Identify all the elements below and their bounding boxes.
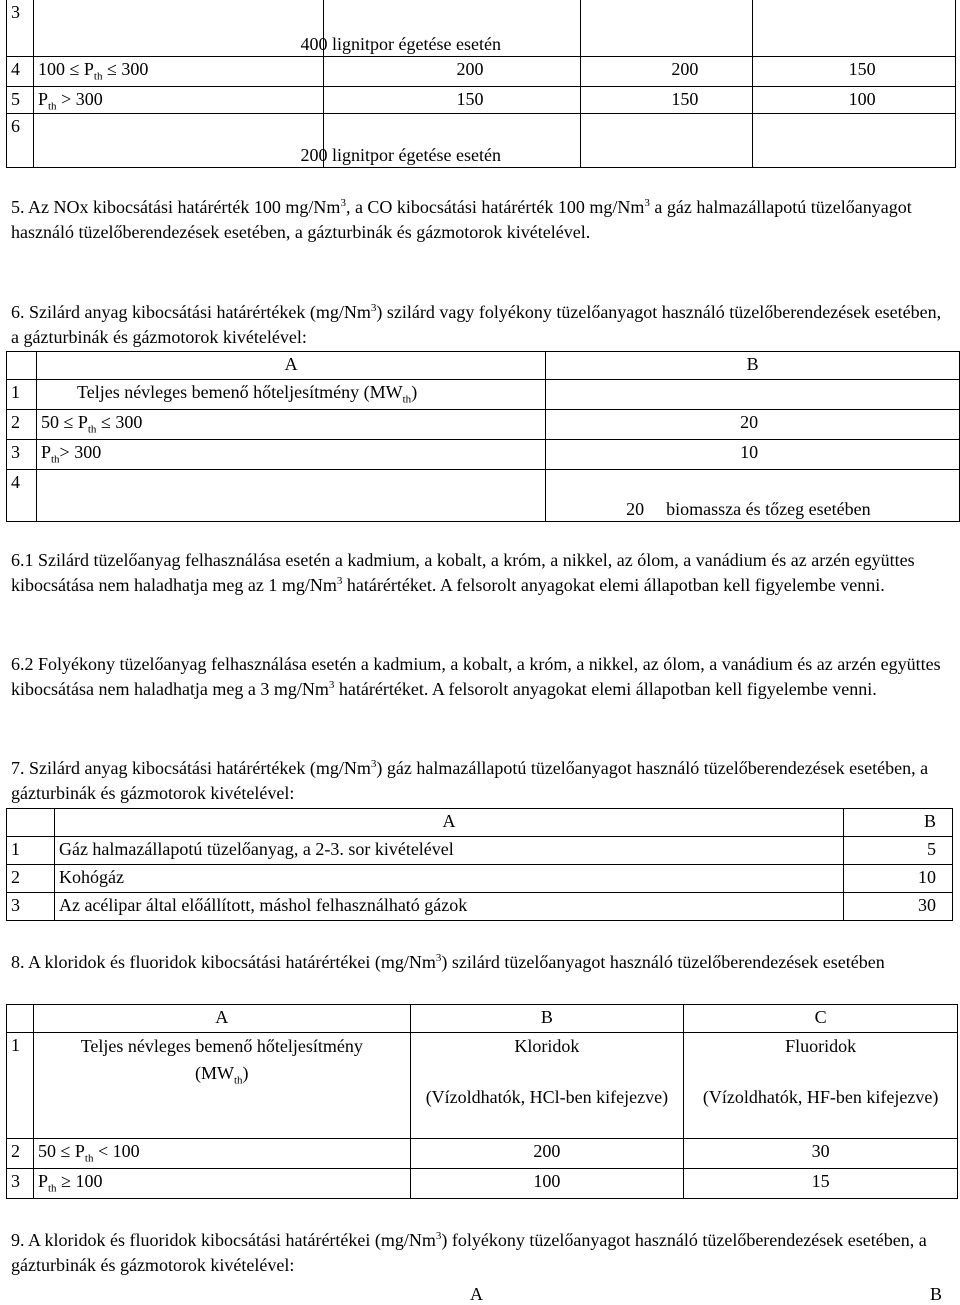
table-row	[7, 837, 953, 865]
table-row	[7, 440, 960, 470]
table-cell: Gáz halmazállapotú tüzelőanyag, a 2-3. sor kivételével	[54, 837, 843, 865]
table-cell: 400 lignitpor égetése esetén	[300, 34, 501, 54]
table-2	[6, 351, 960, 522]
table-cell: 5	[844, 837, 953, 865]
paragraph-9: 9. A kloridok és fluoridok kibocsátási határértékei (mg/Nm$^3$) folyékony tüzelőanyagot használó tüzelőberendezések esetében, a gázturbinák és gázmotorok kivételével:	[11, 1230, 927, 1275]
row-number: 6	[7, 114, 34, 168]
column-header: B	[546, 352, 960, 380]
paragraph-6-1: 6.1 Szilárd tüzelőanyag felhasználása esetén a kadmium, a kobalt, a króm, a nikkel, az ólom, a vanádium és az arzén együttes kibocsátása nem haladhatja meg az 1 mg/Nm$^3$ határértéket. A felsorolt anyagokat elemi állapotban kell figyelembe venni.	[11, 550, 915, 595]
table-cell: $50 \le P_{th} < 100$	[33, 1139, 410, 1169]
table-cell: Teljes névleges bemenő hőteljesítmény $(MW_{th})$	[33, 1033, 410, 1139]
table-cell: 10	[844, 865, 953, 893]
table-cell: Teljes névleges bemenő hőteljesítmény $(MW_{th})$	[36, 380, 545, 410]
row-number: 5	[7, 87, 34, 114]
paragraph-5: 5. Az NOx kibocsátási határérték 100 mg/Nm$^3$, a CO kibocsátási határérték 100 mg/Nm$^3$ a gáz halmazállapotú tüzelőanyagot használó tüzelőberendezések esetében, a gázturbinák és gázmotorok kivételével.	[11, 197, 912, 242]
column-header: A	[33, 1005, 410, 1033]
table-row	[7, 57, 956, 87]
table-row	[7, 809, 953, 837]
row-number: 3	[7, 893, 55, 921]
table-cell: 150	[753, 57, 956, 87]
table-cell: $100 \le P_{th} \le 300$	[33, 57, 323, 87]
table-row	[7, 114, 956, 168]
table-row	[7, 865, 953, 893]
row-number: 3	[7, 440, 37, 470]
table-cell: Kloridok (Vízoldhatók, HCl-ben kifejezve)	[410, 1033, 684, 1139]
table-row	[7, 380, 960, 410]
row-number: 4	[7, 57, 34, 87]
row-number: 1	[7, 1033, 34, 1139]
row-number: 3	[7, 1169, 34, 1199]
row-number: 3	[7, 0, 34, 57]
table-3	[6, 808, 953, 921]
column-header: B	[844, 809, 953, 837]
paragraph-7: 7. Szilárd anyag kibocsátási határértékek (mg/Nm$^3$) gáz halmazállapotú tüzelőanyagot használó tüzelőberendezések esetében, a gázturbinák és gázmotorok kivételével:	[11, 758, 929, 803]
table-row	[7, 1033, 958, 1139]
table-4	[6, 1004, 958, 1199]
less-equal-symbol: ≤	[102, 59, 117, 79]
column-header: A	[470, 1284, 483, 1304]
table-cell: 150	[581, 87, 753, 114]
table-cell: 30	[684, 1139, 958, 1169]
table-cell: $P_{th} \ge 100$	[33, 1169, 410, 1199]
column-header: C	[684, 1005, 958, 1033]
less-equal-symbol: ≤	[63, 412, 74, 432]
row-number: 2	[7, 410, 37, 440]
table-row	[7, 0, 956, 57]
column-header: A	[36, 352, 545, 380]
table-cell: 20 biomassza és tőzeg esetében	[546, 470, 960, 522]
table-cell: 100	[753, 87, 956, 114]
table-row	[7, 470, 960, 522]
table-cell: Kohógáz	[54, 865, 843, 893]
table-cell: 30	[844, 893, 953, 921]
table-row	[7, 410, 960, 440]
table-cell: $P_{th}> 300$	[36, 440, 545, 470]
table-cell: 200	[323, 57, 581, 87]
table-cell: $50 \le P_{th} \le 300$	[36, 410, 545, 440]
greater-equal-symbol: ≥	[56, 1171, 71, 1191]
table-cell: 200 lignitpor égetése esetén	[300, 145, 501, 165]
column-header: B	[410, 1005, 684, 1033]
paragraph-8: 8. A kloridok és fluoridok kibocsátási határértékei (mg/Nm$^3$) szilárd tüzelőanyagot használó tüzelőberendezések esetében	[11, 952, 885, 972]
table-cell: 10	[546, 440, 960, 470]
table-cell: Az acélipar által előállított, máshol felhasználható gázok	[54, 893, 843, 921]
column-header: B	[930, 1284, 943, 1304]
table-1	[6, 0, 956, 168]
row-number: 2	[7, 865, 55, 893]
row-number: 2	[7, 1139, 34, 1169]
table-cell: 15	[684, 1169, 958, 1199]
table-row	[7, 352, 960, 380]
table-cell: 200	[410, 1139, 684, 1169]
table-row	[7, 87, 956, 114]
table-cell: $P_{th} > 300$	[33, 87, 323, 114]
row-number: 1	[7, 380, 37, 410]
paragraph-6: 6. Szilárd anyag kibocsátási határértékek (mg/Nm$^3$) szilárd vagy folyékony tüzelőanyagot használó tüzelőberendezések esetében, a gázturbinák és gázmotorok kivételével:	[11, 302, 942, 347]
less-equal-symbol: ≤	[96, 412, 111, 432]
column-header: A	[54, 809, 843, 837]
row-number: 4	[7, 470, 37, 522]
table-cell: Fluoridok (Vízoldhatók, HF-ben kifejezve)	[684, 1033, 958, 1139]
table-cell: 200	[581, 57, 753, 87]
paragraph-6-2: 6.2 Folyékony tüzelőanyag felhasználása esetén a kadmium, a kobalt, a króm, a nikkel, az ólom, a vanádium és az arzén együttes kibocsátása nem haladhatja meg a 3 mg/Nm$^3$ határértéket. A felsorolt anyagokat elemi állapotban kell figyelembe venni.	[11, 654, 941, 699]
table-row	[7, 1169, 958, 1199]
table-cell: 150	[323, 87, 581, 114]
table-cell: 20	[546, 410, 960, 440]
table-row	[7, 893, 953, 921]
less-equal-symbol: ≤	[69, 59, 80, 79]
row-number: 1	[7, 837, 55, 865]
table-row	[7, 1005, 958, 1033]
table-cell: 100	[410, 1169, 684, 1199]
table-row	[7, 1139, 958, 1169]
less-equal-symbol: ≤	[60, 1141, 71, 1161]
